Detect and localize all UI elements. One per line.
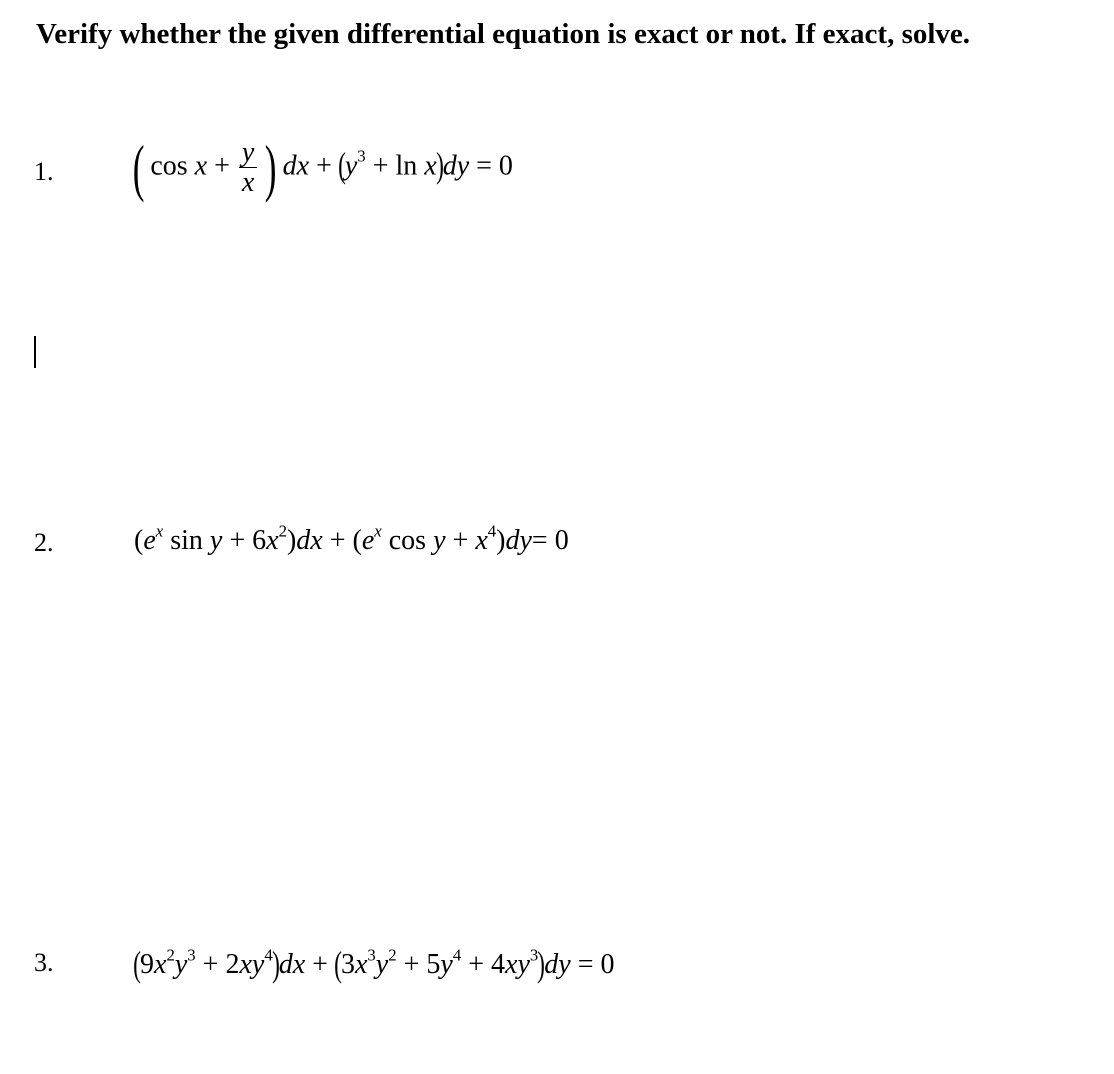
coefficient: 4 xyxy=(491,949,506,980)
left-paren: ( xyxy=(132,132,145,204)
plus-sign: + xyxy=(316,150,332,182)
equals-zero: = 0 xyxy=(476,150,513,182)
right-paren: ) xyxy=(496,525,506,556)
sin-fn: sin xyxy=(170,525,203,556)
exponent: 3 xyxy=(529,945,539,965)
plus-sign: + xyxy=(214,150,230,182)
coefficient: 5 xyxy=(426,949,441,980)
exponent: 3 xyxy=(187,945,196,965)
plus-sign: + xyxy=(452,525,469,556)
left-paren: ( xyxy=(352,525,362,556)
dx-term: dx xyxy=(296,525,323,556)
problem-3-equation xyxy=(134,946,615,982)
var-xy: xy xyxy=(239,949,265,980)
dx-term: dx xyxy=(282,150,310,182)
coefficient: 6 xyxy=(252,525,267,556)
exponent: 2 xyxy=(278,521,287,541)
var-y: y xyxy=(440,949,453,980)
exponent: x xyxy=(374,521,382,541)
var-y: y xyxy=(433,525,446,556)
exponent: 4 xyxy=(452,945,462,965)
fraction-y-over-x xyxy=(239,138,257,198)
var-x: x xyxy=(475,525,488,556)
var-x: x xyxy=(354,949,368,980)
problem-1-equation xyxy=(132,132,513,204)
dy-term: dy xyxy=(505,525,532,556)
plus-sign: + xyxy=(202,949,219,980)
problem-1-number: 1. xyxy=(34,157,54,186)
dy-term: dy xyxy=(544,949,571,980)
plus-sign: + xyxy=(329,525,346,556)
plus-sign: + xyxy=(403,949,420,980)
coefficient: 2 xyxy=(225,949,240,980)
coefficient: 3 xyxy=(340,949,355,980)
right-paren: ) xyxy=(271,944,280,984)
left-paren: ( xyxy=(134,525,144,556)
var-e: e xyxy=(361,525,375,556)
exponent: 2 xyxy=(388,945,397,965)
ln-fn: ln xyxy=(395,150,418,182)
right-paren: ) xyxy=(286,525,297,556)
exponent: 3 xyxy=(357,146,366,166)
var-x: x xyxy=(424,150,437,182)
right-paren: ) xyxy=(537,944,546,984)
plus-sign: + xyxy=(229,525,246,556)
exponent: 4 xyxy=(487,521,497,541)
var-xy: xy xyxy=(505,949,530,980)
right-paren: ) xyxy=(265,132,277,204)
cos-fn: cos xyxy=(388,525,427,556)
var-x: x xyxy=(266,525,279,556)
exponent: 3 xyxy=(367,945,376,965)
cos-fn: cos xyxy=(150,150,188,182)
left-paren: ( xyxy=(334,944,342,984)
fraction-numerator: y xyxy=(239,138,257,168)
page-heading: Verify whether the given differential equation is exact or not. If exact, solve. xyxy=(36,18,971,50)
coefficient: 9 xyxy=(140,949,154,980)
plus-sign: + xyxy=(372,150,389,182)
problem-3-number: 3. xyxy=(34,948,54,977)
var-x: x xyxy=(194,150,208,182)
plus-sign: + xyxy=(312,949,328,980)
exponent: x xyxy=(155,521,164,541)
exponent: 2 xyxy=(166,945,175,965)
problem-2-equation xyxy=(134,521,569,556)
equals-zero: = 0 xyxy=(531,525,569,556)
problem-2-number: 2. xyxy=(34,528,54,557)
var-e: e xyxy=(143,525,156,556)
fraction-denominator: x xyxy=(241,167,255,199)
equals-zero: = 0 xyxy=(577,949,615,980)
exponent: 4 xyxy=(264,945,273,965)
var-x: x xyxy=(154,949,167,980)
left-paren: ( xyxy=(133,944,141,984)
var-y: y xyxy=(375,949,389,980)
dx-term: dx xyxy=(278,949,306,980)
var-y: y xyxy=(174,949,188,980)
left-paren: ( xyxy=(337,145,346,186)
dy-term: dy xyxy=(442,150,470,182)
plus-sign: + xyxy=(468,949,485,980)
var-y: y xyxy=(344,150,358,182)
right-paren: ) xyxy=(435,145,444,186)
var-y: y xyxy=(209,525,223,556)
text-cursor xyxy=(34,336,36,368)
